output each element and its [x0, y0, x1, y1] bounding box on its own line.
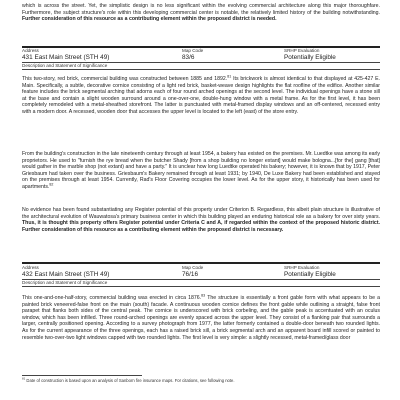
address-label: Address: [22, 265, 39, 270]
para-d-text-1: This one-and-one-half-story, commercial building was erected in circa 1876.: [22, 295, 202, 301]
srhp-evaluation-label: SRHP Evaluation: [284, 265, 320, 270]
para-c-bold-statement: Thus, it is thought this property offers Register potential under Criteria C and A, if regarded within the context of the proposed historic district. Further consideration of this resource as a contributing element within the proposed district is necessary.: [22, 220, 380, 233]
address-label: Address: [22, 48, 39, 53]
intro-line-2: along this major thoroughfare. Furthermore, the subject structure's role within this developing commercial center is: [22, 3, 380, 16]
footnote-ref-82: 82: [49, 182, 54, 187]
para-c-text: No evidence has been found substantiating any Register potential of this property under Criterion B. Regardless, this albeit plain structure is illustrative of the architectural evolution of Wauwatosa's primary business center in which this building played an enduring historical role as a bakery for over sixty years.: [22, 207, 380, 220]
map-code-value: 83/6: [182, 54, 195, 61]
address-value: 432 East Main Street (STH 49): [22, 271, 110, 278]
srhp-evaluation-value: Potentially Eligible: [284, 271, 336, 278]
record-1-bottom-rule: [22, 69, 380, 70]
para-d-text-2: The structure is essentially a front gable form with what appears to be a painted brick veneered-false front on the main (south) facade. A continuous wooden cornice defines the front gable while outlining a straight, false front parapet that flanks both sides of the central peak. The cornice is underscored with brick corbeling, and the gable peak is accentuated with an oculus window, which has been infilled. Three round-arched openings are evenly spaced across the upper level. They consist of a flanking pair that surrounds a larger, centrally positioned opening. According to a survey photograph from 1977, the latter formerly contained a double-door beneath two rounded lights. As for the current appearance of the three openings, each has a raised brick sill, a brick segmental arch and an apparent board infill scored or painted to resemble two-over-two light windows capped with two rounded lights. The first level is very simple: a slightly recessed, metal-framed/glass door: [22, 295, 380, 341]
footnote-text: Date of construction is based upon an analysis of Sanborn fire insurance maps. For citations, see following note.: [25, 378, 235, 383]
para-b-text: From the building's construction in the late nineteenth century through at least 1954, a bakery has existed on the premises. Mr. Luedtke was among its early proprietors. He used to "furnish the rye bread when the butcher Shady [from a shop building no longer extant] would make bologna...[for the] gang [that] would gather in the marble shop (not extant) and have a party." It is unclear how long Luedtke operated his bakery; however, it is known that by 1917, Peter Griesbaum had taken over the business. Griesbaum's Bakery remained through at least 1931; by 1940, De Luxe Bakery had been established and stayed on the premises through at least 1954. Currently, Rad's Floor Covering occupies the lower level. As for the upper story, it historically has been used for apartments.: [22, 151, 380, 190]
para-a-text-1: This two-story, red brick, commercial building was constructed between 1885 and 1892.: [22, 76, 228, 82]
address-value: 431 East Main Street (STH 49): [22, 54, 110, 61]
record-2-top-rule: [22, 262, 380, 264]
intro-line-1: which is across the street. Yet, the simplistic design is no less significant within the evolving commercial architecture: [22, 3, 306, 9]
footnote-mark: 81: [22, 376, 26, 381]
intro-line-3: notable, the relatively limited history of the building notwithstanding.: [220, 9, 380, 16]
description-label: Description and Statement of Significance: [22, 280, 108, 285]
map-code-label: Map Code: [182, 48, 204, 53]
map-code-label: Map Code: [182, 265, 204, 270]
srhp-evaluation-value: Potentially Eligible: [284, 54, 336, 61]
record-2-bottom-rule: [22, 286, 380, 287]
footnote-ref-81: 81: [227, 74, 232, 79]
srhp-evaluation-label: SRHP Evaluation: [284, 48, 320, 53]
intro-paragraph: [22, 3, 380, 23]
description-label: Description and Statement of Significance: [22, 63, 108, 68]
description-paragraph-2: [22, 151, 380, 191]
intro-bold-statement: Further consideration of this resource as a contributing element within the proposed district is needed.: [22, 16, 277, 23]
footnote-ref-83: 83: [201, 293, 206, 298]
footnote-rule: [22, 375, 142, 376]
footnote: [22, 378, 380, 383]
description-paragraph-1: [22, 76, 380, 116]
map-code-value: 76/16: [182, 271, 198, 278]
significance-paragraph: [22, 207, 380, 233]
description-paragraph-3: [22, 295, 380, 341]
record-1-desc-row: [22, 63, 380, 68]
record-2-desc-row: [22, 280, 380, 285]
para-a-text-2: Its brickwork is almost identical to that displayed at 425-427 E. Main. Specifically, a subtle, decorative cornice consisting of a light red brick, basket-weave design highlights the flat roofline of the edifice. Another similar feature includes the brick segmental arching that adorns each of four round arched openings at the second level. The individual openings have a stone sill at the base and contain a slight wooden surround around a one-over-one, double-hung window with a metal frame. As for the first level, it has been completely remodeled with a metal-sheathed storefront. The latter is punctuated with metal-framed display windows and an off-centered, recessed entry with a modern door. A recessed, wooden door that accesses the upper level is located to the left (east) of the store entry.: [22, 76, 380, 115]
